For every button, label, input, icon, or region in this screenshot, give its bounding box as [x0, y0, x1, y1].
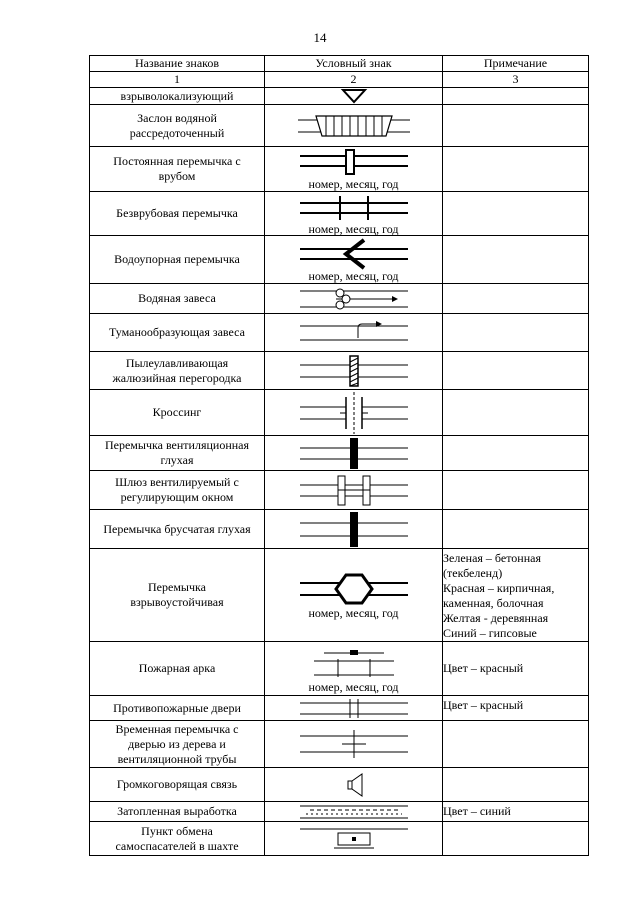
table-row: [90, 549, 589, 642]
symbol-sign: [265, 802, 443, 822]
symbol-name: Заслон водяной рассредоточенный: [90, 105, 265, 147]
table-row: [90, 105, 589, 147]
symbol-sign: [265, 105, 443, 147]
symbol-name: Перемычка вентиляционная глухая: [90, 436, 265, 471]
symbol-caption: номер, месяц, год: [308, 177, 399, 191]
symbol-note: [443, 510, 589, 549]
symbol-name: Пункт обмена самоспасателей в шахте: [90, 822, 265, 856]
ventilated-airlock-icon: [266, 472, 442, 509]
symbol-note: [443, 147, 589, 192]
table-row: [90, 352, 589, 390]
symbol-note: Цвет – красный: [443, 642, 589, 696]
symbol-caption: номер, месяц, год: [308, 679, 399, 694]
table-row: [90, 284, 589, 314]
waterproof-bulkhead-icon: [266, 238, 442, 270]
symbol-name: Туманообразующая завеса: [90, 314, 265, 352]
column-number-row: [90, 72, 589, 88]
flooded-working-icon: [266, 803, 442, 821]
symbol-name: Громкоговорящая связь: [90, 768, 265, 802]
symbol-name: Перемычка взрывоустойчивая: [90, 549, 265, 642]
symbol-note: [443, 284, 589, 314]
table-row: [90, 314, 589, 352]
symbol-sign: [265, 768, 443, 802]
symbol-note: Зеленая – бетонная (текбеленд) Красная – кирпичная, каменная, болочная Желтая - деревянная Синий – гипсовые: [443, 549, 589, 642]
symbol-name: Затопленная выработка: [90, 802, 265, 822]
symbol-sign: [265, 390, 443, 436]
symbol-name: Постоянная перемычка с врубом: [90, 147, 265, 192]
symbol-note: Цвет – красный: [443, 696, 589, 721]
column-number-3: 3: [443, 72, 589, 88]
symbol-note: [443, 105, 589, 147]
symbol-name: взрыволокализующий: [90, 88, 265, 105]
table-row: [90, 471, 589, 510]
symbol-name: Водоупорная перемычка: [90, 236, 265, 284]
symbol-sign: [265, 510, 443, 549]
header-sign: Условный знак: [265, 56, 443, 72]
cutless-bulkhead-icon: [266, 193, 442, 223]
symbol-name: Временная перемычка с дверью из дерева и вентиляционной трубы: [90, 721, 265, 768]
symbol-note: [443, 236, 589, 284]
table-row: [90, 390, 589, 436]
symbol-caption: номер, месяц, год: [308, 606, 399, 620]
header-name: Название знаков: [90, 56, 265, 72]
table-row: [90, 88, 589, 105]
symbol-note: [443, 88, 589, 105]
table-row: [90, 768, 589, 802]
symbol-name: Пожарная арка: [90, 642, 265, 696]
symbol-sign: [265, 284, 443, 314]
symbol-caption: номер, месяц, год: [308, 221, 399, 236]
symbol-sign: [265, 696, 443, 721]
crossing-icon: [266, 392, 442, 434]
fire-doors-icon: [266, 697, 442, 720]
symbol-sign: [265, 549, 443, 642]
timber-bulkhead-blind-icon: [266, 511, 442, 548]
symbol-note: [443, 721, 589, 768]
symbol-sign: [265, 352, 443, 390]
explosion-localizing-icon: [266, 88, 442, 104]
symbol-sign: [265, 88, 443, 105]
symbol-note: [443, 768, 589, 802]
permanent-bulkhead-with-cut-icon: [266, 148, 442, 178]
header-row: [90, 56, 589, 72]
symbol-sign: [265, 436, 443, 471]
page-number: 14: [313, 30, 327, 45]
symbol-sign: [265, 192, 443, 236]
temporary-bulkhead-icon: [266, 724, 442, 764]
table-row: [90, 510, 589, 549]
symbol-name: Кроссинг: [90, 390, 265, 436]
table-row: [90, 236, 589, 284]
column-number-2: 2: [265, 72, 443, 88]
symbols-table: [89, 55, 589, 856]
symbol-sign: [265, 314, 443, 352]
symbol-sign: [265, 147, 443, 192]
symbol-note: [443, 314, 589, 352]
symbol-sign: [265, 822, 443, 856]
symbol-name: Пылеулавливающая жалюзийная перегородка: [90, 352, 265, 390]
table-row: [90, 696, 589, 721]
water-curtain-icon: [266, 285, 442, 313]
table-row: [90, 642, 589, 696]
table-row: [90, 436, 589, 471]
water-barrier-dispersed-icon: [266, 106, 442, 146]
self-rescuer-exchange-icon: [266, 824, 442, 854]
ventilation-bulkhead-blind-icon: [266, 437, 442, 470]
symbol-name: Противопожарные двери: [90, 696, 265, 721]
symbol-note: [443, 471, 589, 510]
symbol-sign: [265, 642, 443, 696]
symbol-note: [443, 192, 589, 236]
explosion-proof-bulkhead-icon: [266, 571, 442, 607]
dust-louver-partition-icon: [266, 354, 442, 388]
symbol-sign: [265, 721, 443, 768]
symbol-sign: [265, 471, 443, 510]
table-row: [90, 721, 589, 768]
fog-curtain-icon: [266, 318, 442, 348]
loudspeaker-icon: [266, 770, 442, 800]
symbol-name: Перемычка брусчатая глухая: [90, 510, 265, 549]
symbol-note: [443, 822, 589, 856]
symbol-note: Цвет – синий: [443, 802, 589, 822]
table-row: [90, 802, 589, 822]
symbol-note: [443, 352, 589, 390]
symbol-name: Безврубовая перемычка: [90, 192, 265, 236]
symbol-caption: номер, месяц, год: [308, 268, 399, 283]
symbol-name: Водяная завеса: [90, 284, 265, 314]
symbol-note: [443, 436, 589, 471]
table-row: [90, 192, 589, 236]
symbol-note: [443, 390, 589, 436]
symbol-sign: [265, 236, 443, 284]
column-number-1: 1: [90, 72, 265, 88]
table-row: [90, 147, 589, 192]
table-row: [90, 822, 589, 856]
header-note: Примечание: [443, 56, 589, 72]
symbol-name: Шлюз вентилируемый с регулирующим окном: [90, 471, 265, 510]
fire-arch-icon: [266, 645, 442, 681]
